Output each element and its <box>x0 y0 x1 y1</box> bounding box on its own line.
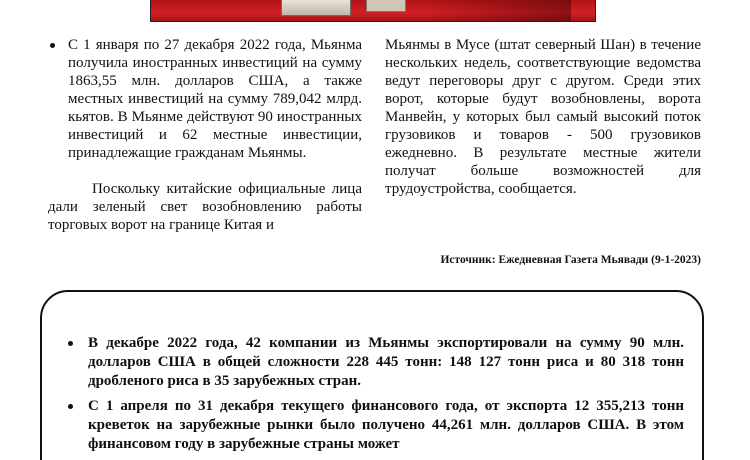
photo-crate-small <box>366 0 406 12</box>
photo-crate <box>281 0 351 16</box>
list-item <box>88 397 684 454</box>
shrimp-export-text: С 1 апреля по 31 декабря текущего финансового года, от экспорта 12 355,213 тонн креветок на зарубежные рынки было получено 44,261 млн. долларов США. В этом финансовом году в зарубежные страны может <box>88 398 684 452</box>
photo-shadow <box>421 0 571 22</box>
investment-text: С 1 января по 27 декабря 2022 года, Мьянма получила иностранных инвестиций на сумму 1863,55 млн. долларов США, а также местных инвестиций на сумму 789,042 млрд. кьятов. В Мьянме действуют 90 иностранных инвестиций и 62 местные инвестиции, принадлежащие гражданам Мьянмы. <box>68 37 362 161</box>
border-trade-continued: Мьянмы в Мусе (штат северный Шан) в течение нескольких недель, соответствующие ведомства ведут переговоры друг с другом. Среди этих ворот, которые будут возобновлены, ворота Манвейн, у которых был самый высокий поток грузовиков и товаров - 500 грузовиков ежедневно. В результате местные жители получат больше возможностей для трудоустройства, сообщается. <box>385 37 701 197</box>
investment-bullet <box>48 36 362 162</box>
left-column <box>48 36 362 234</box>
highlight-list <box>88 334 684 460</box>
bullet-icon <box>68 341 73 346</box>
right-column <box>385 36 701 198</box>
bullet-icon <box>50 43 55 48</box>
bullet-icon <box>68 404 73 409</box>
article-photo <box>150 0 596 22</box>
border-trade-paragraph: Поскольку китайские официальные лица дали зеленый свет возобновлению работы торговых ворот на границе Китая и <box>48 181 362 233</box>
rice-export-text: В декабре 2022 года, 42 компании из Мьянмы экспортировали на сумму 90 млн. долларов США в общей сложности 228 445 тонн: 148 127 тонн риса и 80 318 тонн дробленого риса в 35 зарубежных стран. <box>88 335 684 389</box>
article-source: Источник: Ежедневная Газета Мьявади (9-1-2023) <box>440 254 701 266</box>
list-item <box>88 334 684 391</box>
